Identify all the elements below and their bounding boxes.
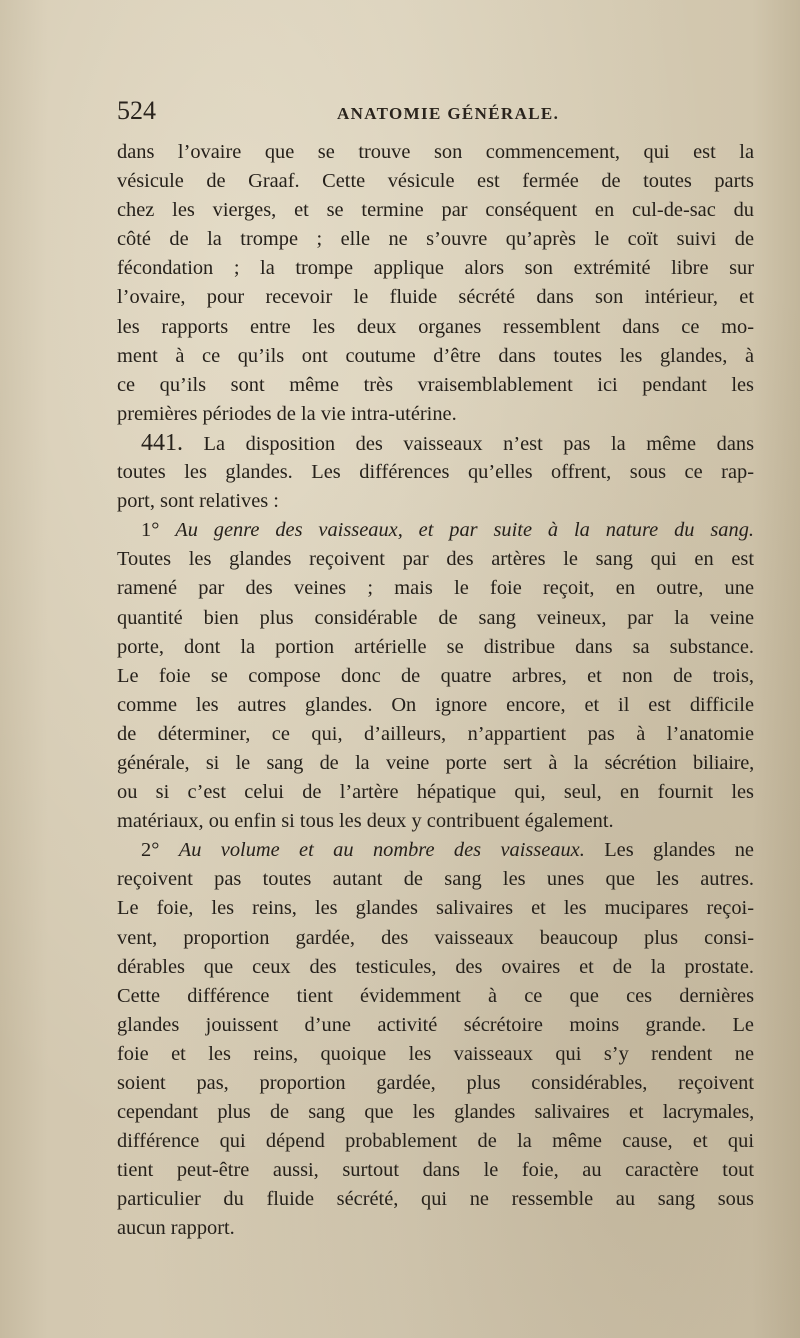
item-1-marker: 1° [141, 519, 160, 542]
page-number: 524 [117, 96, 156, 125]
text-line: fécondation ; la trompe applique alors son extrémité libre sur [117, 257, 754, 280]
text-line: de déterminer, ce qui, d’ailleurs, n’appartient pas à l’anatomie [117, 722, 754, 745]
text-line: porte, dont la portion artérielle se distribue dans sa substance. [117, 635, 754, 658]
item-1-heading [117, 516, 754, 545]
text-line: les rapports entre les deux organes ressemblent dans ce mo- [117, 315, 754, 338]
text-line: glandes jouissent d’une activité sécrétoire moins grande. Le [117, 1013, 754, 1036]
running-head: ANATOMIE GÉNÉRALE. [337, 104, 560, 123]
text-line: Le foie se compose donc de quatre arbres, et non de trois, [117, 664, 754, 687]
text-line: premières périodes de la vie intra-utérine. [117, 402, 457, 425]
text-line: aucun rapport. [117, 1217, 235, 1240]
text-line: côté de la trompe ; elle ne s’ouvre qu’après le coït suivi de [117, 228, 754, 251]
text-line: cependant plus de sang que les glandes salivaires et lacrymales, [117, 1101, 754, 1124]
item-2-marker: 2° [141, 839, 160, 862]
text-line: soient pas, proportion gardée, plus considérables, reçoivent [117, 1072, 754, 1094]
section-441-first-line [117, 429, 754, 458]
text-line: vésicule de Graaf. Cette vésicule est fermée de toutes parts [117, 170, 754, 193]
text-line: dans l’ovaire que se trouve son commencement, qui est la [117, 141, 754, 163]
text-line: vent, proportion gardée, des vaisseaux beaucoup plus consi- [117, 926, 754, 949]
item-2-heading [117, 836, 754, 865]
page-header [117, 96, 756, 136]
text-line: matériaux, ou enfin si tous les deux y contribuent également. [117, 810, 614, 833]
body-text [117, 138, 754, 1244]
item-2-title: Au volume et au nombre des vaisseaux. [178, 839, 585, 862]
text-line: ou si c’est celui de l’artère hépatique qui, seul, en fournit les [117, 781, 754, 804]
text-line: foie et les reins, quoique les vaisseaux qui s’y rendent ne [117, 1042, 754, 1065]
text-line: ment à ce qu’ils ont coutume d’être dans toutes les glandes, à [117, 344, 754, 367]
text-line: tient peut-être aussi, surtout dans le foie, au caractère tout [117, 1159, 754, 1182]
text-line: Les glandes ne [604, 839, 754, 862]
text-line: port, sont relatives : [117, 490, 279, 513]
text-line: Le foie, les reins, les glandes salivaires et les mucipares reçoi- [117, 897, 754, 920]
text-line: quantité bien plus considérable de sang veineux, par la veine [117, 606, 754, 629]
text-line: Toutes les glandes reçoivent par des artères le sang qui en est [117, 548, 754, 571]
text-line: La disposition des vaisseaux n’est pas la même dans [203, 432, 754, 455]
text-line: toutes les glandes. Les différences qu’elles offrent, sous ce rap- [117, 461, 754, 484]
text-line: particulier du fluide sécrété, qui ne ressemble au sang sous [117, 1188, 754, 1211]
text-line: ramené par des veines ; mais le foie reçoit, en outre, une [117, 577, 754, 600]
text-line: dérables que ceux des testicules, des ovaires et de la prostate. [117, 955, 754, 978]
text-line: chez les vierges, et se termine par conséquent en cul-de-sac du [117, 199, 754, 222]
text-line: générale, si le sang de la veine porte sert à la sécrétion biliaire, [117, 751, 754, 774]
section-number: 441. [141, 429, 183, 456]
text-line: reçoivent pas toutes autant de sang les unes que les autres. [117, 868, 754, 891]
item-1-title: Au genre des vaisseaux, et par suite à la nature du sang. [175, 519, 754, 542]
text-line: ce qu’ils sont même très vraisemblablement ici pendant les [117, 373, 754, 396]
text-line: l’ovaire, pour recevoir le fluide sécrété dans son intérieur, et [117, 286, 754, 309]
text-line: Cette différence tient évidemment à ce que ces dernières [117, 984, 754, 1007]
text-line: différence qui dépend probablement de la même cause, et qui [117, 1130, 754, 1153]
text-line: comme les autres glandes. On ignore encore, et il est difficile [117, 693, 754, 716]
